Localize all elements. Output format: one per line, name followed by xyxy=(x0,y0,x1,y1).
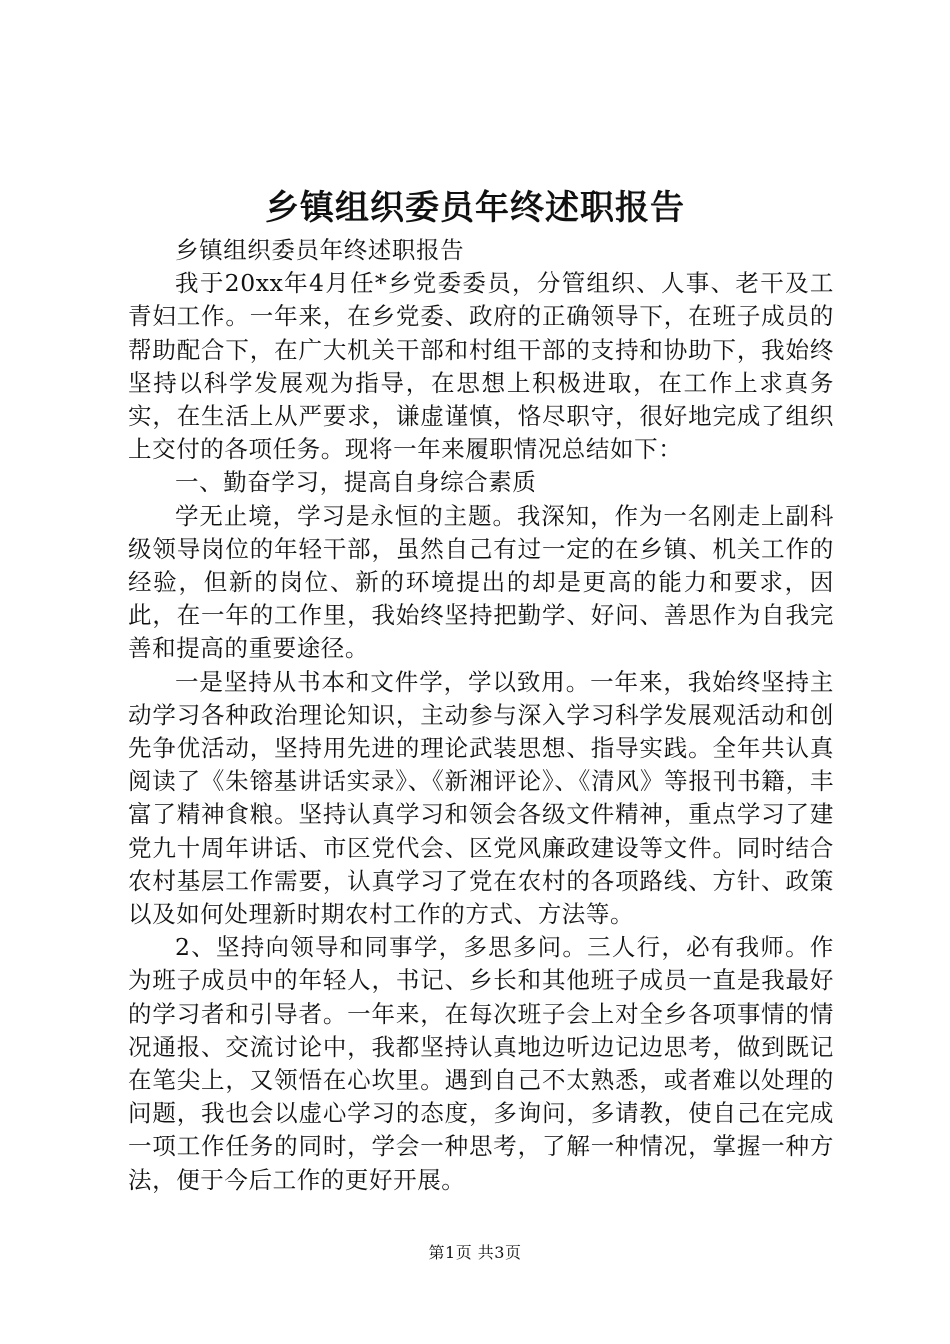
page-footer: 第1页 共3页 xyxy=(428,1243,522,1262)
paragraph-books: 一是坚持从书本和文件学，学以致用。一年来，我始终坚持主动学习各种政治理论知识，主动参与深入学习科学发展观活动和创先争优活动，坚持用先进的理论武装思想、指导实践。全年共认真阅读了《朱镕基讲话实录》、《新湘评论》、《清风》等报刊书籍，丰富了精神食粮。坚持认真学习和领会各级文件精神，重点学习了建党九十周年讲话、市区党代会、区党风廉政建设等文件。同时结合农村基层工作需要，认真学习了党在农村的各项路线、方针、政策以及如何处理新时期农村工作的方式、方法等。 xyxy=(128,667,834,929)
section-heading: 一、勤奋学习，提高自身综合素质 xyxy=(175,468,537,497)
paragraph-intro: 我于20xx年4月任*乡党委委员，分管组织、人事、老干及工青妇工作。一年来，在乡党委、政府的正确领导下，在班子成员的帮助配合下，在广大机关干部和村组干部的支持和协助下，我始终坚持以科学发展观为指导，在思想上积极进取，在工作上求真务实，在生活上从严要求，谦虚谨慎，恪尽职守，很好地完成了组织上交付的各项任务。现将一年来履职情况总结如下： xyxy=(128,269,834,464)
paragraph-subtitle: 乡镇组织委员年终述职报告 xyxy=(175,236,465,264)
paragraph-colleagues: 2、坚持向领导和同事学，多思多问。三人行，必有我师。作为班子成员中的年轻人，书记、乡长和其他班子成员一直是我最好的学习者和引导者。一年来，在每次班子会上对全乡各项事情的情况通报、交流讨论中，我都坚持认真地边听边记边思考，做到既记在笔尖上，又领悟在心坎里。遇到自己不太熟悉，或者难以处理的问题，我也会以虚心学习的态度，多询问，多请教，使自己在完成一项工作任务的同时，学会一种思考，了解一种情况，掌握一种方法，便于今后工作的更好开展。 xyxy=(128,933,834,1194)
paragraph-study: 学无止境，学习是永恒的主题。我深知，作为一名刚走上副科级领导岗位的年轻干部，虽然自己有过一定的在乡镇、机关工作的经验，但新的岗位、新的环境提出的却是更高的能力和要求，因此，在一年的工作里，我始终坚持把勤学、好问、善思作为自我完善和提高的重要途径。 xyxy=(128,501,834,663)
document-title: 乡镇组织委员年终述职报告 xyxy=(265,188,685,228)
document-body xyxy=(128,234,834,1197)
